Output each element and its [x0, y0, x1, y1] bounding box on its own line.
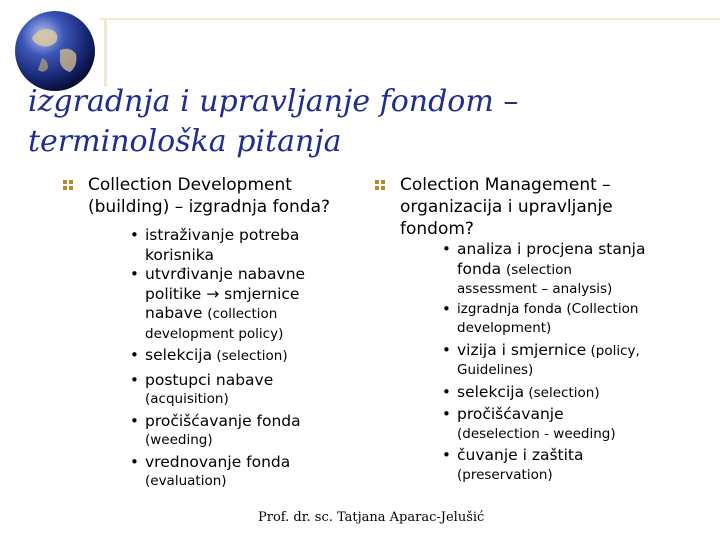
list-item: • pročišćavanje (deselection - weeding) — [442, 405, 616, 442]
left-column — [62, 174, 362, 492]
bullet-icon — [374, 179, 386, 191]
list-item: • vrednovanje fonda (evaluation) — [130, 452, 291, 489]
list-item: • čuvanje i zaštita (preservation) — [442, 446, 584, 483]
list-item: • izgradnja fonda (Collection development) — [442, 299, 639, 336]
list-item: • selekcija (selection) — [130, 346, 288, 364]
list-item: • utvrđivanje nabavne politike → smjernice nabave (collection development policy) — [130, 265, 306, 342]
right-heading — [374, 174, 714, 240]
title-line: izgradnja i upravljanje fondom – — [28, 84, 519, 119]
right-sublist — [436, 240, 714, 485]
right-column — [374, 174, 714, 485]
list-item: • pročišćavanje fonda (weeding) — [130, 411, 301, 448]
list-item: • postupci nabave (acquisition) — [130, 370, 274, 407]
left-sublist — [124, 226, 362, 492]
bullet-icon — [62, 179, 74, 191]
heading-line: Colection Management – — [400, 175, 611, 195]
list-item: • analiza i procjena stanja fonda (selection assessment – analysis) — [442, 240, 646, 297]
list-item: • vizija i smjernice (policy, Guidelines) — [442, 340, 640, 378]
list-item: • selekcija (selection) — [442, 382, 600, 401]
heading-line: Collection Development — [88, 175, 292, 195]
heading-line: (building) – izgradnja fonda? — [88, 197, 331, 217]
left-heading — [62, 174, 362, 218]
heading-line: organizacija i upravljanje — [400, 197, 613, 217]
title-line: terminološka pitanja — [28, 124, 342, 159]
list-item: • istraživanje potreba korisnika — [130, 226, 300, 264]
slide-title — [28, 82, 708, 162]
footer-author: Prof. dr. sc. Tatjana Aparac-Jelušić — [258, 510, 485, 525]
title-divider-vertical — [104, 18, 107, 86]
heading-line: fondom? — [400, 219, 474, 239]
arrow-icon: → — [206, 284, 220, 303]
title-divider-line — [100, 18, 720, 20]
